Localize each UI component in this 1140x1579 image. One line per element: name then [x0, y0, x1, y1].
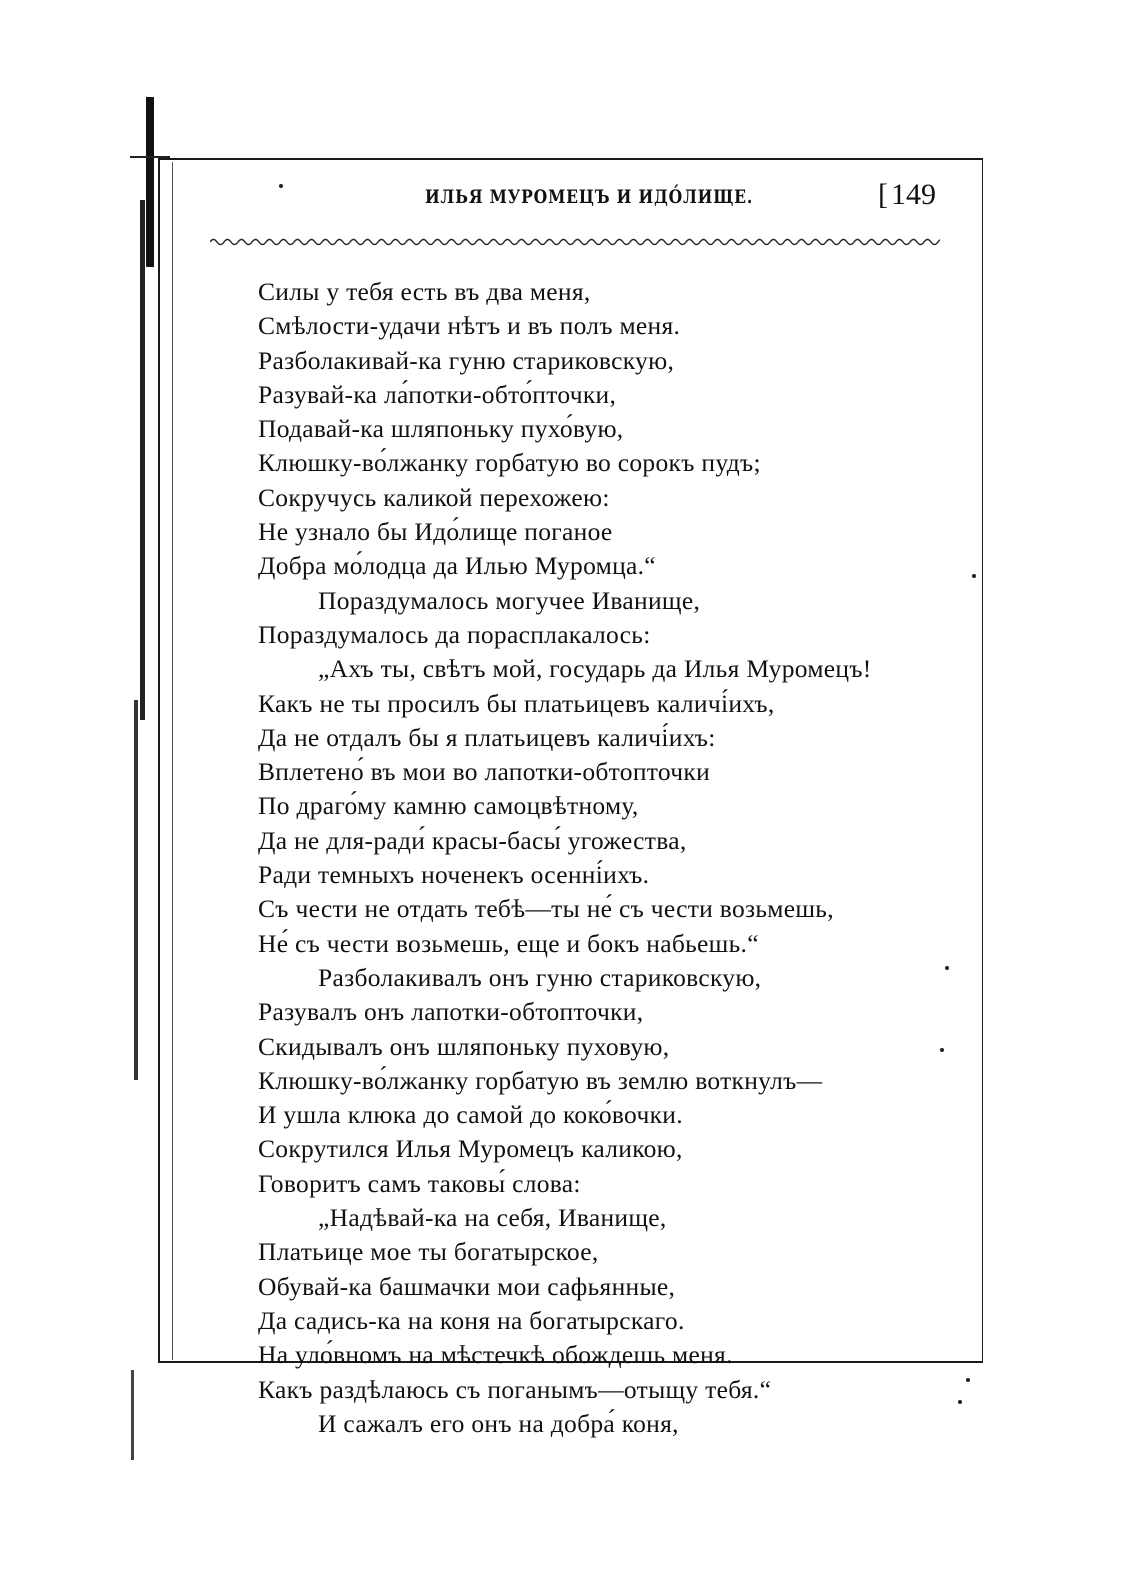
- verse-line: По драго́му камню самоцвѣтному,: [258, 791, 639, 821]
- page-number-bracket: [: [878, 178, 888, 211]
- verse-line: Не́ съ чести возьмешь, еще и бокъ набьешь.“: [258, 928, 759, 958]
- binding-edge-mark: [131, 1370, 134, 1460]
- verse-line: Пораздумалось да порасплакалось:: [258, 619, 651, 649]
- verse-line: Вплетено́ въ мои во лапотки-обтопточки: [258, 757, 711, 787]
- verse-line: Добра мо́лодца да Илью Муромца.“: [258, 551, 656, 581]
- running-head-title: ИЛЬЯ МУРОМЕЦЪ И ИДО́ЛИЩЕ.: [425, 186, 754, 208]
- verse-block: [258, 275, 973, 1441]
- verse-line: Подавай-ка шляпоньку пухо́вую,: [258, 414, 624, 444]
- verse-line: Не узнало бы Идо́лище поганое: [258, 517, 613, 547]
- scan-speck: [945, 966, 949, 970]
- verse-line: Какъ не ты просилъ бы платьицевъ каличі́ихъ,: [258, 688, 775, 718]
- verse-line: Какъ раздѣлаюсь съ поганымъ—отыщу тебя.“: [258, 1374, 772, 1404]
- verse-line: Сокручусь каликой перехожею:: [258, 482, 610, 512]
- verse-line: Ради темныхъ ноченекъ осенні́ихъ.: [258, 860, 650, 890]
- verse-line: Съ чести не отдать тебѣ—ты не́ съ чести возьмешь,: [258, 894, 834, 924]
- page-number: [878, 178, 936, 212]
- verse-line: Силы у тебя есть въ два меня,: [258, 277, 591, 306]
- verse-line: Разувалъ онъ лапотки-обтопточки,: [258, 997, 644, 1027]
- running-head: [210, 178, 940, 218]
- verse-line: Сокрутился Илья Муромецъ каликою,: [258, 1134, 683, 1164]
- verse-line: Клюшку-во́лжанку горбатую во сорокъ пудъ;: [258, 448, 761, 478]
- page-number-value: 149: [891, 178, 936, 211]
- verse-line: „Ахъ ты, свѣтъ мой, государь да Илья Муромецъ!: [318, 654, 872, 684]
- text-frame-inner-rule: [172, 162, 173, 1360]
- binding-edge-mark: [140, 200, 145, 720]
- verse-line: Платьице мое ты богатырское,: [258, 1237, 599, 1267]
- wavy-rule-ornament: [210, 236, 940, 248]
- scan-speck: [958, 1400, 962, 1404]
- verse-line: Обувай-ка башмачки мои сафьянные,: [258, 1271, 676, 1301]
- verse-line: Скидывалъ онъ шляпоньку пуховую,: [258, 1031, 670, 1061]
- verse-line: „Надѣвай-ка на себя, Иванище,: [318, 1203, 667, 1233]
- scan-speck: [279, 184, 283, 188]
- binding-edge-mark: [146, 97, 154, 267]
- verse-line: Говоритъ самъ таковы́ слова:: [258, 1168, 581, 1198]
- verse-line: Да садись-ка на коня на богатырскаго.: [258, 1305, 685, 1335]
- scan-speck: [972, 574, 976, 578]
- verse-line: Клюшку-во́лжанку горбатую въ землю воткнулъ—: [258, 1065, 823, 1095]
- verse-line: И сажалъ его онъ на добра́ коня,: [318, 1408, 679, 1438]
- verse-line: Разболакивай-ка гуню стариковскую,: [258, 345, 675, 375]
- verse-line: Смѣлости-удачи нѣтъ и въ полъ меня.: [258, 311, 681, 341]
- verse-line: Да не отдалъ бы я платьицевъ каличі́ихъ:: [258, 722, 716, 752]
- binding-edge-mark: [134, 700, 138, 1080]
- verse-line: Да не для-ради́ красы-басы́ угожества,: [258, 825, 687, 855]
- scan-speck: [940, 1048, 944, 1052]
- verse-line: На уло́вномъ на мѣстечкѣ обождешь меня.: [258, 1340, 733, 1370]
- verse-line: Разувай-ка ла́потки-обто́пточки,: [258, 379, 617, 409]
- verse-line: И ушла клюка до самой до коко́вочки.: [258, 1100, 683, 1130]
- scan-speck: [966, 1378, 970, 1382]
- verse-line: Пораздумалось могучее Иванище,: [318, 585, 701, 615]
- verse-line: Разболакивалъ онъ гуню стариковскую,: [318, 962, 762, 992]
